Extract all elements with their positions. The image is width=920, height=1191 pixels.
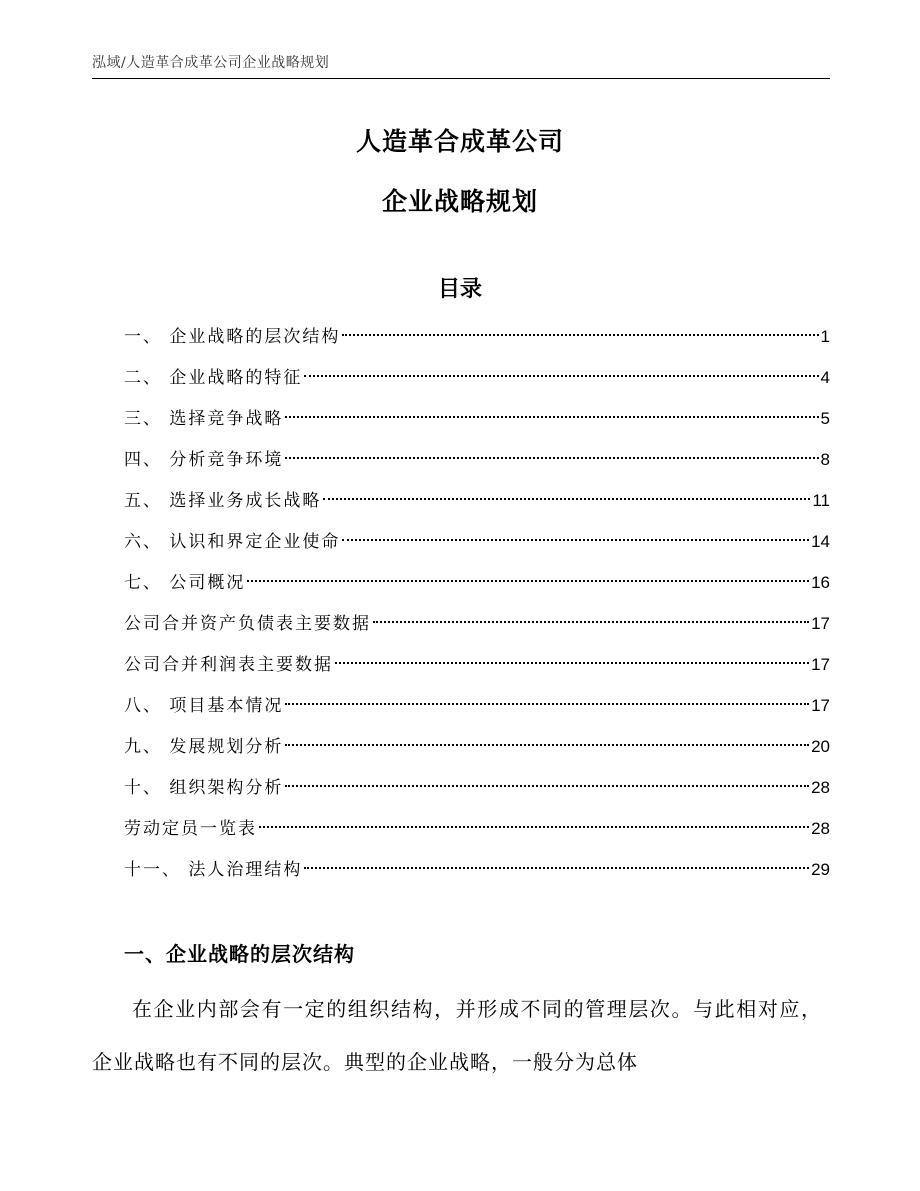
- toc-entry-page: 8: [820, 450, 830, 469]
- toc-entry-number: 二、: [124, 368, 170, 388]
- toc-entry-number: 四、: [124, 450, 170, 470]
- toc-entry-number: 十一、: [124, 860, 189, 880]
- toc-leader-dots: [304, 375, 818, 377]
- toc-entry-label: 法人治理结构: [188, 860, 303, 880]
- document-subtitle: 企业战略规划: [381, 187, 538, 216]
- toc-entry-number: 六、: [124, 532, 170, 552]
- toc-leader-dots: [285, 744, 809, 746]
- toc-entry[interactable]: [124, 363, 830, 404]
- toc-entry[interactable]: [124, 814, 830, 855]
- toc-leader-dots: [259, 826, 809, 828]
- toc-entry[interactable]: [124, 486, 830, 527]
- toc-leader-dots: [247, 580, 809, 582]
- toc-entry-number: 七、: [124, 573, 170, 593]
- section-heading: 一、企业战略的层次结构: [124, 942, 355, 966]
- toc-leader-dots: [373, 621, 809, 623]
- table-of-contents: [124, 322, 830, 896]
- toc-entry-page: 1: [820, 327, 830, 346]
- toc-entry-number: 五、: [124, 491, 170, 511]
- toc-leader-dots: [285, 457, 818, 459]
- toc-leader-dots: [323, 498, 810, 500]
- toc-entry-label: 企业战略的层次结构: [169, 327, 341, 347]
- toc-entry-label: 分析竞争环境: [169, 450, 284, 470]
- toc-leader-dots: [335, 662, 809, 664]
- running-header: 泓域/人造革合成革公司企业战略规划: [92, 52, 830, 79]
- toc-entry[interactable]: [124, 855, 830, 896]
- toc-entry-page: 29: [811, 860, 830, 879]
- toc-entry-page: 17: [811, 655, 830, 674]
- toc-leader-dots: [304, 867, 809, 869]
- toc-entry-page: 14: [811, 532, 830, 551]
- toc-entry-label: 认识和界定企业使命: [169, 532, 341, 552]
- toc-leader-dots: [285, 785, 809, 787]
- toc-heading: 目录: [437, 277, 482, 302]
- toc-entry-page: 5: [820, 409, 830, 428]
- toc-entry-label: 项目基本情况: [169, 696, 284, 716]
- toc-entry-number: 八、: [124, 696, 170, 716]
- toc-entry[interactable]: [124, 404, 830, 445]
- toc-entry[interactable]: [124, 445, 830, 486]
- toc-entry-page: 17: [811, 614, 830, 633]
- toc-leader-dots: [342, 539, 809, 541]
- toc-entry-page: 11: [812, 491, 830, 510]
- toc-entry[interactable]: [124, 609, 830, 650]
- toc-entry-number: 一、: [124, 327, 170, 347]
- toc-entry-number: 九、: [124, 737, 170, 757]
- toc-leader-dots: [285, 703, 809, 705]
- toc-entry-number: 三、: [124, 409, 170, 429]
- toc-entry-label: 企业战略的特征: [169, 368, 303, 388]
- toc-entry[interactable]: [124, 568, 830, 609]
- toc-entry-page: 4: [820, 368, 830, 387]
- toc-entry[interactable]: [124, 650, 830, 691]
- toc-entry-number: 十、: [124, 778, 170, 798]
- toc-entry[interactable]: [124, 322, 830, 363]
- toc-entry-label: 公司概况: [169, 573, 246, 593]
- document-title: 人造革合成革公司: [355, 127, 564, 156]
- toc-entry[interactable]: [124, 691, 830, 732]
- toc-leader-dots: [342, 334, 818, 336]
- body-paragraph: 在企业内部会有一定的组织结构，并形成不同的管理层次。与此相对应，企业战略也有不同的层次。典型的企业战略，一般分为总体: [92, 997, 822, 1074]
- toc-entry-label: 组织架构分析: [169, 778, 284, 798]
- toc-entry[interactable]: [124, 527, 830, 568]
- toc-entry[interactable]: [124, 732, 830, 773]
- toc-entry-label: 公司合并利润表主要数据: [124, 655, 333, 675]
- toc-entry-label: 劳动定员一览表: [124, 819, 257, 839]
- toc-entry-page: 28: [811, 819, 830, 838]
- toc-entry[interactable]: [124, 773, 830, 814]
- toc-entry-label: 选择业务成长战略: [169, 491, 322, 511]
- toc-entry-label: 选择竞争战略: [169, 409, 284, 429]
- toc-leader-dots: [285, 416, 818, 418]
- toc-entry-page: 16: [811, 573, 830, 592]
- toc-entry-page: 20: [811, 737, 830, 756]
- toc-entry-label: 发展规划分析: [169, 737, 284, 757]
- toc-entry-page: 28: [811, 778, 830, 797]
- toc-entry-page: 17: [811, 696, 830, 715]
- toc-entry-label: 公司合并资产负债表主要数据: [124, 614, 371, 634]
